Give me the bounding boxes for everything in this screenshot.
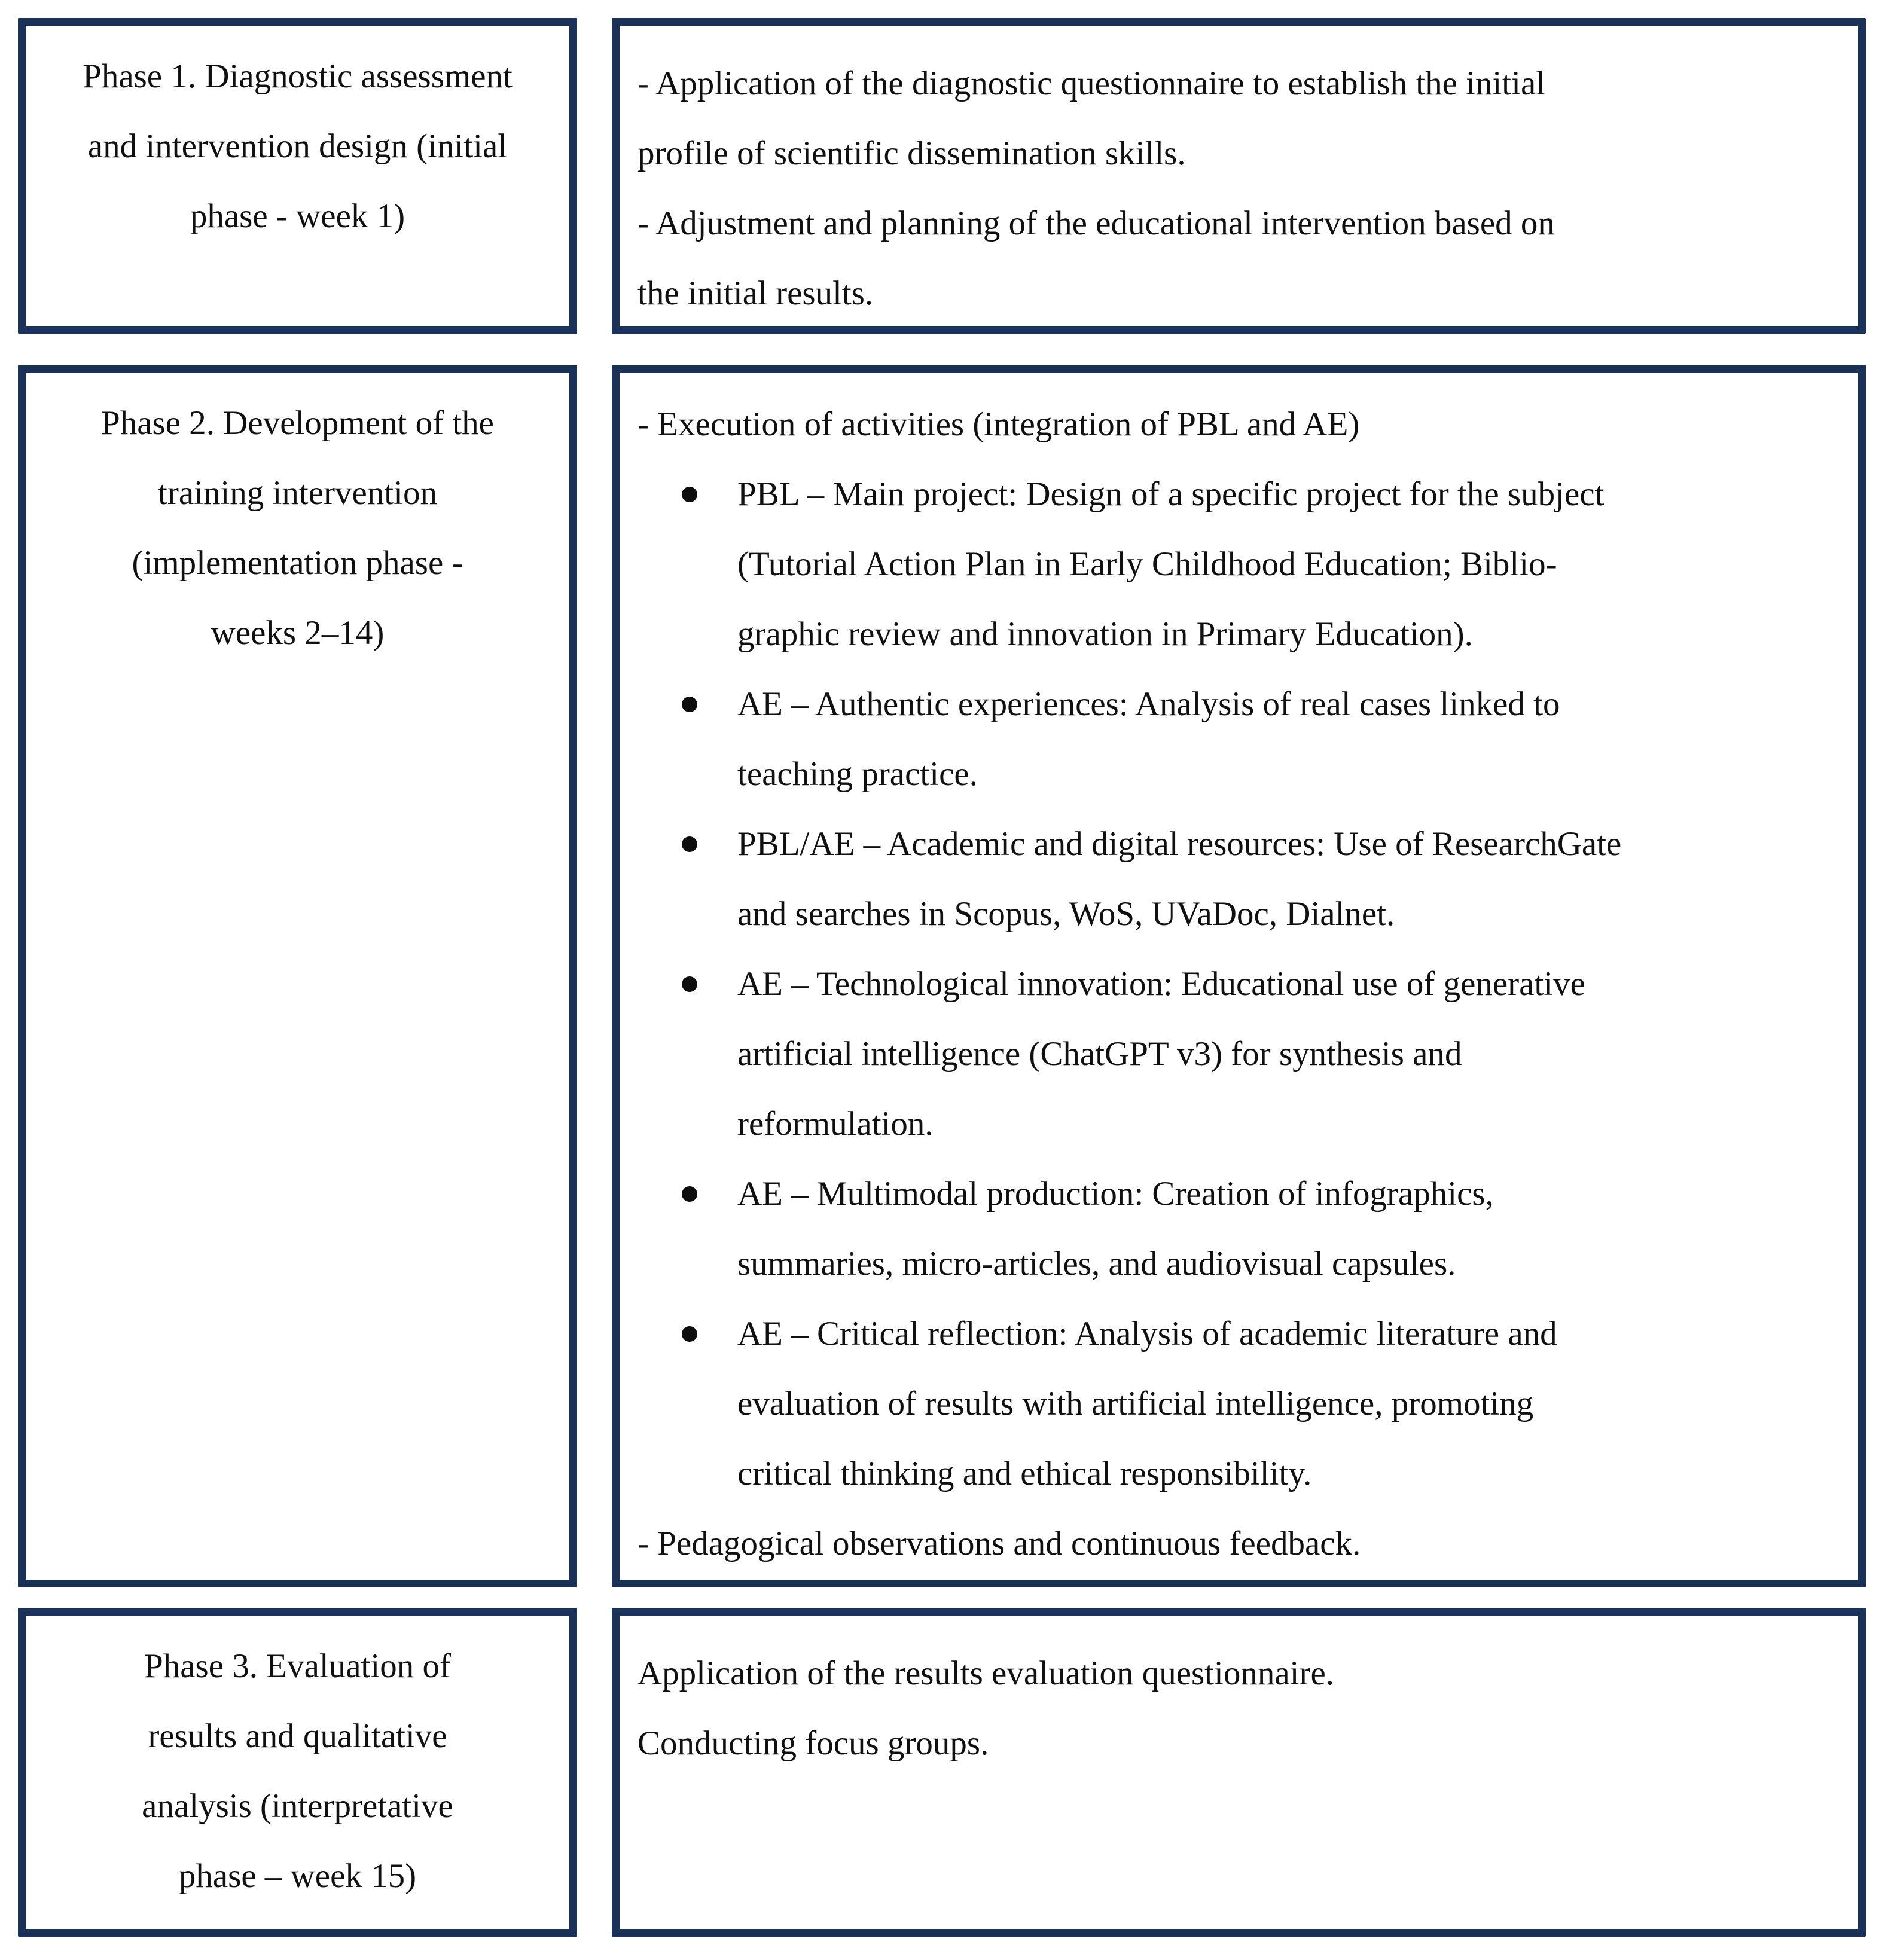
activities-cell — [612, 1608, 1866, 1937]
activity-item — [637, 188, 1838, 328]
phase-line: phase - week 1) — [190, 197, 405, 235]
activity-line: - Execution of activities (integration of PBL and AE) — [637, 405, 1360, 443]
table-row — [18, 18, 1866, 334]
activity-item — [637, 1638, 1838, 1708]
activity-line: teaching practice. — [737, 755, 978, 793]
activity-line: artificial intelligence (ChatGPT v3) for synthesis and — [737, 1035, 1462, 1073]
activity-line: AE – Technological innovation: Educational use of generative — [737, 965, 1585, 1003]
activity-line: - Pedagogical observations and continuous feedback. — [637, 1525, 1361, 1562]
table-row — [18, 365, 1866, 1587]
phase-cell — [18, 1608, 577, 1937]
activity-item — [637, 1509, 1838, 1579]
bullet-item — [637, 459, 1838, 669]
activity-line: PBL – Main project: Design of a specific project for the subject — [737, 475, 1605, 513]
bullet-icon — [682, 1186, 697, 1202]
activity-item — [637, 1708, 1838, 1778]
bullet-icon — [682, 976, 697, 992]
activity-line: critical thinking and ethical responsibility. — [737, 1455, 1312, 1492]
activity-line: reformulation. — [737, 1105, 934, 1143]
bullet-item — [637, 809, 1838, 949]
activity-line: AE – Multimodal production: Creation of infographics, — [737, 1175, 1494, 1213]
activity-line: evaluation of results with artificial intelligence, promoting — [737, 1385, 1534, 1422]
phase-line: Phase 3. Evaluation of — [144, 1647, 451, 1685]
activities-cell — [612, 365, 1866, 1587]
phase-cell — [18, 18, 577, 334]
activity-line: the initial results. — [637, 274, 874, 312]
table-row — [18, 1608, 1866, 1937]
phase-line: training intervention — [158, 474, 437, 512]
phase-line: results and qualitative — [148, 1717, 447, 1755]
activity-line: Application of the results evaluation questionnaire. — [637, 1654, 1335, 1692]
phase-cell — [18, 365, 577, 1587]
activity-line: PBL/AE – Academic and digital resources: Use of ResearchGate — [737, 825, 1622, 863]
activity-line: (Tutorial Action Plan in Early Childhood Education; Biblio- — [737, 545, 1557, 583]
activity-line: - Application of the diagnostic questionnaire to establish the initial — [637, 65, 1546, 102]
phase-line: Phase 2. Development of the — [101, 404, 494, 442]
bullet-icon — [682, 1326, 697, 1342]
activity-line: graphic review and innovation in Primary Education). — [737, 615, 1473, 653]
bullet-icon — [682, 697, 697, 712]
activity-item — [637, 48, 1838, 188]
activity-line: AE – Critical reflection: Analysis of academic literature and — [737, 1315, 1557, 1353]
bullet-icon — [682, 836, 697, 852]
activity-line: Conducting focus groups. — [637, 1724, 989, 1762]
activity-line: profile of scientific dissemination skills. — [637, 135, 1186, 172]
phase-line: analysis (interpretative — [142, 1787, 453, 1825]
bullet-item — [637, 1159, 1838, 1299]
bullet-item — [637, 949, 1838, 1159]
bullet-item — [637, 1299, 1838, 1509]
phase-line: weeks 2–14) — [211, 614, 385, 652]
phase-line: phase – week 15) — [178, 1857, 417, 1895]
activity-item — [637, 389, 1838, 459]
activity-line: AE – Authentic experiences: Analysis of real cases linked to — [737, 685, 1560, 723]
phase-line: and intervention design (initial — [87, 127, 508, 165]
bullet-item — [637, 669, 1838, 809]
bullet-icon — [682, 487, 697, 502]
activity-line: - Adjustment and planning of the educational intervention based on — [637, 204, 1555, 242]
activity-line: and searches in Scopus, WoS, UVaDoc, Dialnet. — [737, 895, 1395, 933]
phase-line: (implementation phase - — [132, 544, 463, 582]
activities-cell — [612, 18, 1866, 334]
phase-line: Phase 1. Diagnostic assessment — [83, 57, 513, 95]
activity-line: summaries, micro-articles, and audiovisual capsules. — [737, 1245, 1456, 1283]
